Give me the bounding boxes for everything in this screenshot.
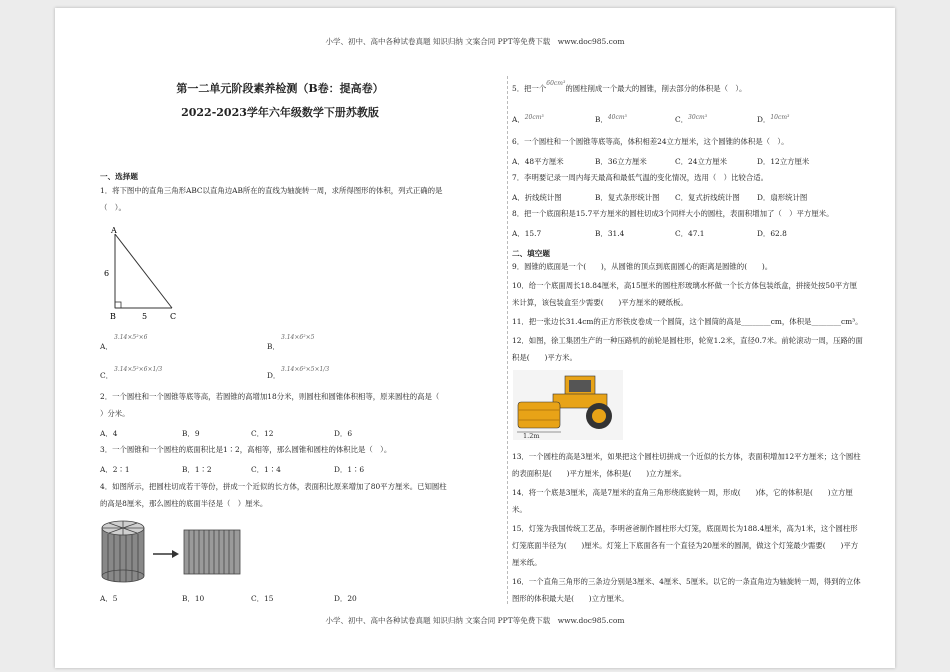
question-13-line1: 13．一个圆柱的高是3厘米，如果把这个圆柱切拼成一个近似的长方体，表面积增加12平方厘米；这个圆柱: [512, 452, 861, 461]
question-15-line2: 灯笼底面半径为( )厘米。灯笼上下底面各有一个直径为20厘米的圆洞，做这个灯笼最少需要( )平方: [512, 541, 859, 550]
q1-option-a[interactable]: A．: [100, 342, 113, 351]
q5-option-b[interactable]: B．$^{40cm^3}$: [595, 114, 627, 124]
cylinder-to-cuboid-figure: [100, 518, 250, 588]
question-4-line1: 4．如图所示，把圆柱切成若干等份，拼成一个近似的长方体，表面积比原来增加了80平方厘米。已知圆柱: [100, 482, 447, 491]
question-12-line2: 积是( )平方米。: [512, 353, 577, 362]
q1-option-c[interactable]: C．: [100, 371, 114, 380]
q7-option-b[interactable]: B．复式条形统计图: [595, 193, 660, 202]
title-line-2: 2022-2023学年六年级数学下册苏教版: [181, 106, 379, 119]
q5-option-d[interactable]: D．$^{10cm^3}$: [757, 114, 790, 124]
q2-option-d[interactable]: D．6: [334, 429, 353, 438]
question-7: 7．李明要记录一周内每天最高和最低气温的变化情况，选用（ ）比较合适。: [512, 173, 768, 182]
q2-option-b[interactable]: B．9: [182, 429, 200, 438]
q5-option-a[interactable]: A．$^{20cm^3}$: [512, 114, 544, 124]
q5-option-c[interactable]: C．$^{30cm^3}$: [675, 114, 708, 124]
vertex-b: B: [110, 312, 116, 321]
question-6: 6．一个圆柱和一个圆锥等底等高，体积相差24立方厘米，这个圆锥的体积是（ ）。: [512, 137, 789, 146]
q3-option-a[interactable]: A．2∶1: [100, 465, 130, 474]
question-14-line1: 14．将一个底是3厘米，高是7厘米的直角三角形绕底旋转一周，形成( )体，它的体积是( )立方厘: [512, 488, 853, 497]
question-16-line2: 图形的体积最大是( )立方厘米。: [512, 594, 629, 603]
q1-option-b[interactable]: B．: [267, 342, 280, 351]
vertex-a: A: [111, 226, 117, 235]
q7-option-a[interactable]: A．折线统计图: [512, 193, 562, 202]
q4-option-c[interactable]: C．15: [251, 594, 274, 603]
question-1-line2: （ ）。: [100, 203, 126, 212]
question-15-line3: 厘米纸。: [512, 558, 542, 567]
question-10-line2: 米计算，该包装盒至少需要( )平方厘米的硬纸板。: [512, 298, 688, 307]
q8-option-d[interactable]: D．62.8: [757, 229, 787, 238]
section-fill-in: 二、填空题: [512, 249, 550, 258]
document-page: [55, 8, 895, 668]
q7-option-d[interactable]: D．扇形统计图: [757, 193, 808, 202]
q3-option-c[interactable]: C．1∶4: [251, 465, 281, 474]
question-12-line1: 12．如图，徐工集团生产的一种压路机的前轮是圆柱形，轮宽1.2米，直径0.7米。前轮滚动一周，压路的面: [512, 336, 863, 345]
question-16-line1: 16．一个直角三角形的三条边分别是3厘米、4厘米、5厘米。以它的一条直角边为轴旋转一周，得到的立体: [512, 577, 861, 586]
q1-option-b-expr: 3.14×6²×5: [281, 334, 315, 341]
roller-width-label: 1.2m: [523, 432, 540, 440]
vertex-c: C: [170, 312, 177, 321]
q4-option-b[interactable]: B．10: [182, 594, 205, 603]
question-4-line2: 的高是8厘米，那么圆柱的底面半径是（ ）厘米。: [100, 499, 268, 508]
question-3: 3．一个圆锥和一个圆柱的底面积比是1∶2，高相等，那么圆锥和圆柱的体积比是（ ）。: [100, 445, 392, 454]
q1-option-a-expr: 3.14×5²×6: [114, 334, 148, 341]
column-divider: [507, 76, 508, 604]
q6-option-a[interactable]: A．48平方厘米: [512, 157, 564, 166]
question-1-line1: 1．将下图中的直角三角形ABC以直角边AB所在的直线为轴旋转一周，求所得图形的体积，列式正确的是: [100, 186, 443, 195]
q6-option-d[interactable]: D．12立方厘米: [757, 157, 810, 166]
page-header: 小学、初中、高中各种试卷真题 知识归纳 文案合同 PPT等免费下载 www.doc985.com: [325, 37, 625, 46]
q1-option-d-expr: 3.14×6²×5×1/3: [281, 366, 330, 373]
question-13-line2: 的表面积是( )平方厘米，体积是( )立方厘米。: [512, 469, 687, 478]
q4-option-a[interactable]: A．5: [100, 594, 118, 603]
q8-option-a[interactable]: A．15.7: [512, 229, 542, 238]
q6-option-c[interactable]: C．24立方厘米: [675, 157, 728, 166]
page-footer: 小学、初中、高中各种试卷真题 知识归纳 文案合同 PPT等免费下载 www.doc985.com: [325, 616, 625, 625]
question-2-line2: ）分米。: [100, 409, 130, 418]
side-bc-length: 5: [142, 312, 148, 321]
road-roller-image: [513, 370, 623, 440]
q7-option-c[interactable]: C．复式折线统计图: [675, 193, 740, 202]
q8-option-b[interactable]: B．31.4: [595, 229, 625, 238]
q2-option-a[interactable]: A．4: [100, 429, 118, 438]
question-5: 5．把一个$^{60cm^3}$的圆柱削成一个最大的圆锥，削去部分的体积是（ ）。: [512, 80, 747, 93]
side-ab-length: 6: [104, 269, 110, 278]
question-15-line1: 15．灯笼为我国传统工艺品，李明爸爸制作圆柱形大灯笼，底面周长为188.4厘米，高为1米，这个圆柱形: [512, 524, 858, 533]
q3-option-b[interactable]: B．1∶2: [182, 465, 212, 474]
q6-option-b[interactable]: B．36立方厘米: [595, 157, 647, 166]
q2-option-c[interactable]: C．12: [251, 429, 274, 438]
q1-option-c-expr: 3.14×5²×6×1/3: [114, 366, 163, 373]
section-choice: 一、选择题: [100, 172, 138, 181]
question-10-line1: 10．给一个底面周长18.84厘米，高15厘米的圆柱形玻璃水杯做一个长方体包装纸盒，拼接处按50平方厘: [512, 281, 857, 290]
question-8: 8．把一个底面积是15.7平方厘米的圆柱切成3个同样大小的圆柱，表面积增加了（ ）平方厘米。: [512, 209, 834, 218]
q3-option-d[interactable]: D．1∶6: [334, 465, 365, 474]
right-triangle-figure: [100, 226, 190, 326]
title-line-1: 第一二单元阶段素养检测（B卷：提高卷）: [176, 82, 384, 95]
q8-option-c[interactable]: C．47.1: [675, 229, 705, 238]
q4-option-d[interactable]: D．20: [334, 594, 357, 603]
question-2-line1: 2．一个圆柱和一个圆锥等底等高，若圆锥的高增加18分米，则圆柱和圆锥体积相等，原来圆柱的高是（: [100, 392, 440, 401]
question-14-line2: 米。: [512, 505, 527, 514]
q1-option-d[interactable]: D．: [267, 371, 281, 380]
question-9: 9．圆锥的底面是一个( )，从圆锥的顶点到底面圆心的距离是圆锥的( )。: [512, 262, 773, 271]
question-11: 11．把一张边长31.4cm的正方形铁皮卷成一个圆筒，这个圆筒的高是________cm，体积是________cm³。: [512, 317, 863, 326]
